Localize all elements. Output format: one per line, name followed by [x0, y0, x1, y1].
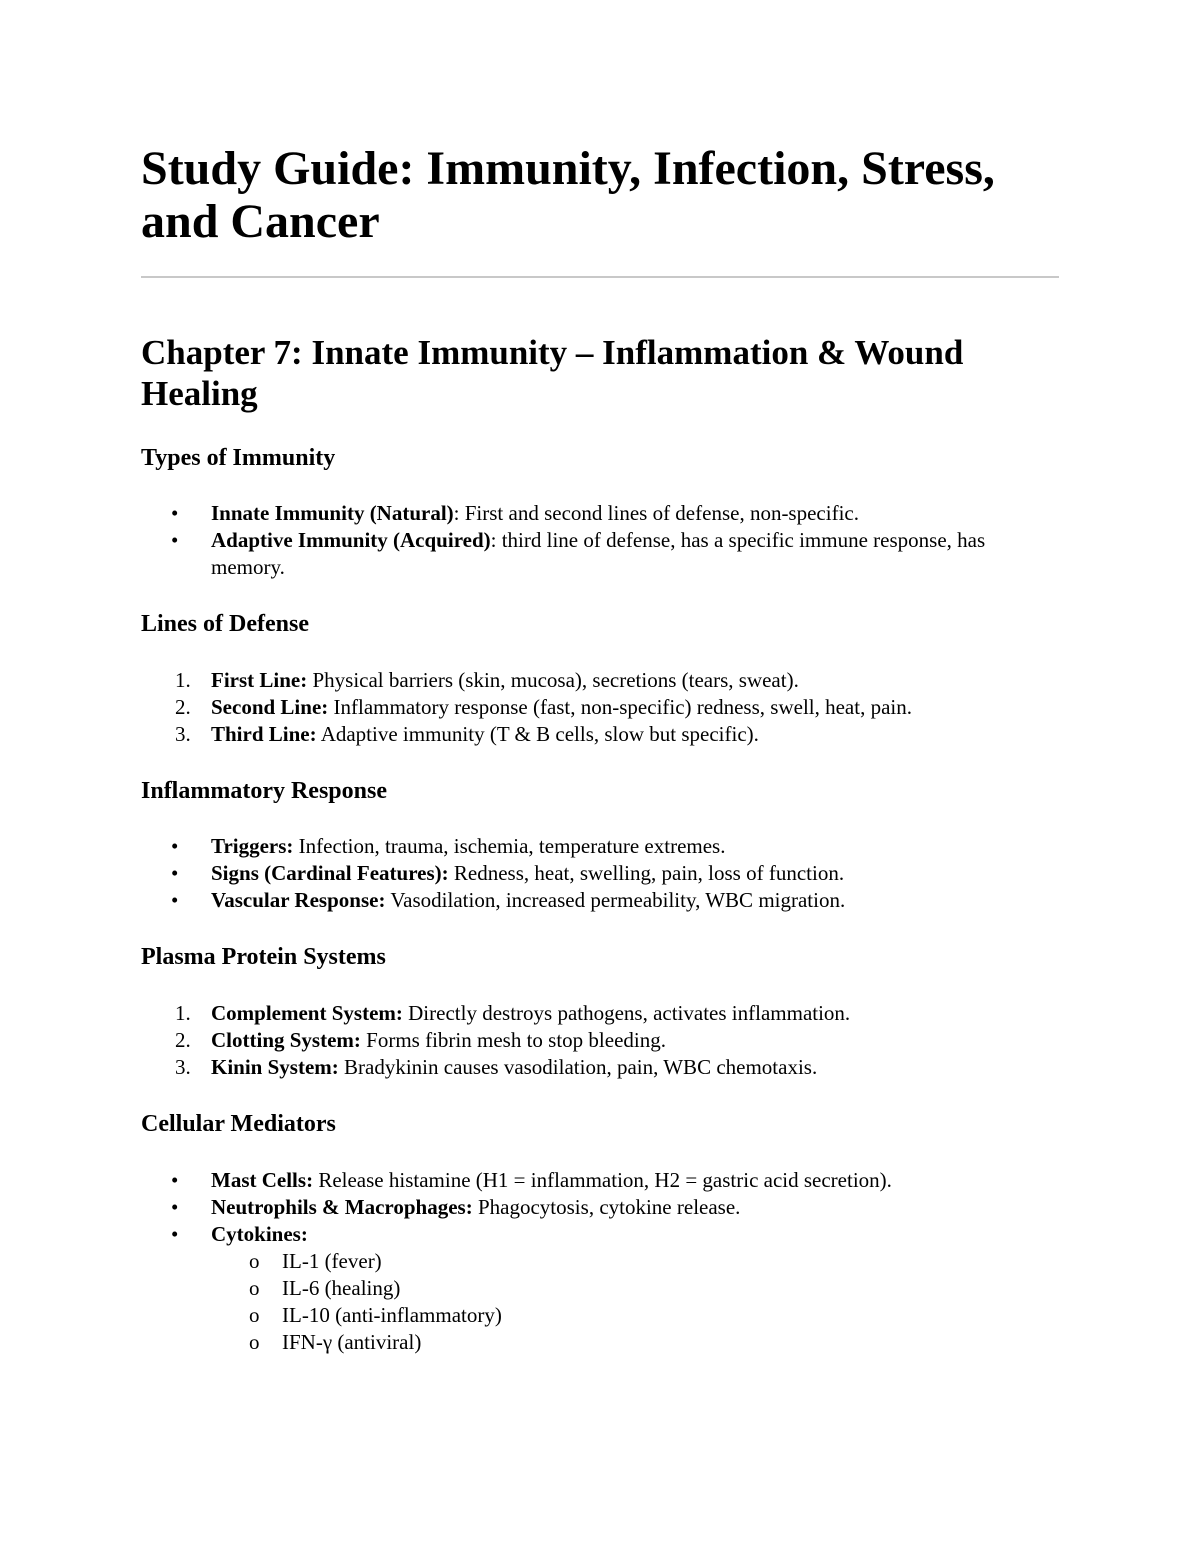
document-title: Study Guide: Immunity, Infection, Stress, and Cancer	[141, 142, 995, 248]
section-heading-inflammatory-response: Inflammatory Response	[141, 778, 387, 804]
plasma-protein-systems-list	[141, 1000, 1059, 1081]
bullet-icon: •	[171, 501, 179, 525]
list-item-term: Third Line:	[211, 722, 317, 746]
list-item-text: Forms fibrin mesh to stop bleeding.	[360, 1028, 666, 1052]
circle-bullet-icon: o	[249, 1330, 260, 1354]
list-item-term: First Line:	[211, 668, 308, 692]
cellular-mediators-list	[141, 1167, 1059, 1356]
list-item-term: Kinin System:	[211, 1055, 339, 1079]
list-item-term: Triggers:	[211, 834, 294, 858]
list-item	[141, 667, 1059, 694]
list-item	[141, 887, 1059, 914]
bullet-icon: •	[171, 528, 179, 552]
types-of-immunity-list	[141, 500, 1059, 581]
list-item	[141, 1167, 1059, 1194]
sub-list-item-text: IL-6 (healing)	[282, 1276, 401, 1300]
list-item-text: : First and second lines of defense, non-specific.	[453, 501, 859, 525]
list-number: 1.	[175, 668, 191, 692]
sub-list-item	[211, 1302, 1059, 1329]
bullet-icon: •	[171, 888, 179, 912]
list-item-term: Mast Cells:	[211, 1168, 314, 1192]
bullet-icon: •	[171, 1168, 179, 1192]
list-item	[141, 1194, 1059, 1221]
list-item-text: : third line of defense, has a specific immune response, has memory.	[211, 528, 986, 579]
list-item-text: Phagocytosis, cytokine release.	[472, 1195, 741, 1219]
section-heading-plasma-protein-systems: Plasma Protein Systems	[141, 944, 386, 970]
list-item-text: Vasodilation, increased permeability, WBC migration.	[385, 888, 846, 912]
horizontal-divider	[141, 276, 1059, 278]
inflammatory-response-list	[141, 833, 1059, 914]
list-number: 2.	[175, 695, 191, 719]
bullet-icon: •	[171, 834, 179, 858]
list-item	[141, 1027, 1059, 1054]
chapter-title: Chapter 7: Innate Immunity – Inflammation & Wound Healing	[141, 333, 964, 413]
circle-bullet-icon: o	[249, 1303, 260, 1327]
list-item-term: Cytokines:	[211, 1222, 308, 1246]
sub-list-item	[211, 1275, 1059, 1302]
list-item	[141, 694, 1059, 721]
list-item-term: Neutrophils & Macrophages:	[211, 1195, 473, 1219]
list-item-term: Second Line:	[211, 695, 329, 719]
list-item	[141, 860, 1059, 887]
section-heading-types-of-immunity: Types of Immunity	[141, 445, 336, 471]
cytokines-sublist	[211, 1248, 1059, 1356]
section-heading-cellular-mediators: Cellular Mediators	[141, 1111, 336, 1137]
list-item	[141, 1221, 1059, 1356]
bullet-icon: •	[171, 1222, 179, 1246]
list-item	[141, 527, 1059, 581]
list-item-text: Directly destroys pathogens, activates inflammation.	[402, 1001, 851, 1025]
list-number: 3.	[175, 722, 191, 746]
list-item-text: Physical barriers (skin, mucosa), secretions (tears, sweat).	[307, 668, 799, 692]
list-item-term: Vascular Response:	[211, 888, 386, 912]
list-item-term: Clotting System:	[211, 1028, 361, 1052]
circle-bullet-icon: o	[249, 1249, 260, 1273]
list-item-text: Inflammatory response (fast, non-specific) redness, swell, heat, pain.	[328, 695, 912, 719]
list-item	[141, 721, 1059, 748]
list-item-term: Adaptive Immunity (Acquired)	[211, 528, 491, 552]
list-item-text: Redness, heat, swelling, pain, loss of function.	[448, 861, 845, 885]
sub-list-item-text: IL-1 (fever)	[282, 1249, 382, 1273]
list-item	[141, 833, 1059, 860]
sub-list-item-text: IFN-γ (antiviral)	[282, 1330, 422, 1354]
sub-list-item	[211, 1329, 1059, 1356]
bullet-icon: •	[171, 861, 179, 885]
list-item	[141, 1000, 1059, 1027]
list-item-term: Signs (Cardinal Features):	[211, 861, 449, 885]
section-heading-lines-of-defense: Lines of Defense	[141, 611, 309, 637]
list-number: 3.	[175, 1055, 191, 1079]
sub-list-item	[211, 1248, 1059, 1275]
list-item-term: Innate Immunity (Natural)	[211, 501, 454, 525]
bullet-icon: •	[171, 1195, 179, 1219]
sub-list-item-text: IL-10 (anti-inflammatory)	[282, 1303, 502, 1327]
list-item-term: Complement System:	[211, 1001, 403, 1025]
list-item	[141, 1054, 1059, 1081]
list-number: 1.	[175, 1001, 191, 1025]
list-item-text: Release histamine (H1 = inflammation, H2 = gastric acid secretion).	[313, 1168, 892, 1192]
list-item-text: Infection, trauma, ischemia, temperature extremes.	[293, 834, 726, 858]
list-item-text: Adaptive immunity (T & B cells, slow but specific).	[316, 722, 759, 746]
list-number: 2.	[175, 1028, 191, 1052]
list-item	[141, 500, 1059, 527]
list-item-text: Bradykinin causes vasodilation, pain, WBC chemotaxis.	[338, 1055, 818, 1079]
circle-bullet-icon: o	[249, 1276, 260, 1300]
lines-of-defense-list	[141, 667, 1059, 748]
